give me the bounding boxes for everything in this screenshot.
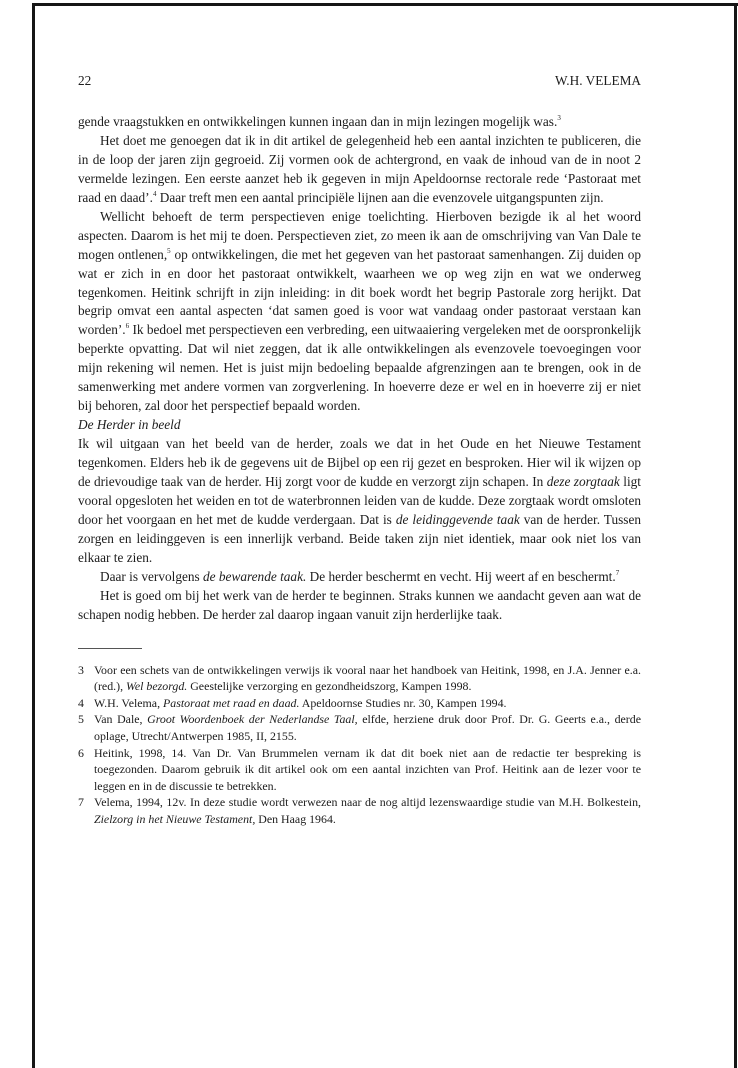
page-frame-left — [32, 3, 35, 1068]
footnote-4 — [78, 695, 641, 712]
footnote-text: Velema, 1994, 12v. In deze studie wordt verwezen naar de nog altijd lezenswaardige studie van M.H. Bolkestein, Zielzorg in het Nieuwe Testament, Den Haag 1964. — [94, 795, 641, 827]
running-header — [78, 72, 641, 91]
footnote-number: 7 — [78, 795, 84, 810]
page-frame-top — [32, 3, 738, 6]
paragraph-2: Het doet me genoegen dat ik in dit artikel de gelegenheid heb een aantal inzichten te publiceren, die in de loop der jaren zijn gegroeid. Zij vormen ook de achtergrond, en vaak de inhoud van de in noot 2 vermelde lezingen. Een eerste aanzet heb ik gegeven in mijn Apeldoornse rectorale rede ‘Pastoraat met raad en daad’.$^4$ Daar treft men een aantal principiële lijnen aan die evenzovele uitgangspunten zijn. — [78, 132, 641, 205]
body-text — [78, 113, 641, 625]
footnote-7 — [78, 794, 641, 827]
footnote-ref[interactable]: 6 — [125, 322, 130, 331]
section-heading: De Herder in beeld — [78, 417, 181, 433]
document-page — [78, 72, 641, 828]
footnotes — [78, 662, 641, 828]
footnote-text: Van Dale, Groot Woordenboek der Nederlandse Taal, elfde, herziene druk door Prof. Dr. G. Geerts e.a., derde oplage, Utrecht/Antwerpen 1985, II, 2155. — [94, 712, 641, 744]
footnote-text: Heitink, 1998, 14. Van Dr. Van Brummelen vernam ik dat dit boek niet aan de redactie ter bespreking is toegezonden. Daarom gebruik ik dit artikel ook om een aantal inzichten van Prof. Heitink aan de lezer voor te leggen en in de discussie te betrekken. — [94, 745, 641, 793]
footnote-number: 6 — [78, 745, 84, 760]
footnote-ref[interactable]: 5 — [167, 246, 171, 255]
footnote-3 — [78, 662, 641, 695]
footnote-6 — [78, 745, 641, 795]
footnote-divider — [78, 648, 142, 649]
paragraph-1: gende vraagstukken en ontwikkelingen kunnen ingaan dan in mijn lezingen mogelijk was.$^3$ — [78, 113, 561, 129]
page-number: 22 — [78, 73, 92, 88]
footnote-ref[interactable]: 7 — [615, 568, 620, 577]
paragraph-5: Daar is vervolgens de bewarende taak. De herder beschermt en vecht. Hij weert af en beschermt.$^7$ — [100, 568, 620, 584]
page-frame-right — [734, 3, 737, 1068]
paragraph-3: Wellicht behoeft de term perspectieven enige toelichting. Hierboven bezigde ik al het woord aspecten. Daarom is het mij te doen. Perspectieven ziet, zo meen ik aan de omschrijving van Van Dale te mogen ontlenen,$^5$ op ontwikkelingen, die met het gegeven van het pastoraat samenhangen. Zij duiden op wat er zich in en door het pastoraat ontwikkelt, waarheen we op weg zijn en wat we onderweg tegenkomen. Heitink schrijft in zijn inleiding: in dit boek wordt het begrip Pastorale zorg herijkt. Dat begrip omvat een aantal aspecten ‘dat samen goed is voor wat vandaag onder pastoraat verstaan kan worden’.$^6$ Ik bedoel met perspectieven een verbreding, een uitwaaiering vergeleken met de oorspronkelijk beperkte opvatting. Dat wil niet zeggen, dat ik alle ontwikkelingen als evenzovele toevoegingen voor mijn rekening wil nemen. Het is juist mijn bedoeling bepaalde afgrenzingen aan te brengen, ook in de samenwerking met andere vormen van zorgverlening. In hoeverre deze er wel en in hoeverre zij er niet bij behoren, zal door het perspectief bepaald worden. — [78, 208, 642, 414]
running-title: W.H. VELEMA — [554, 73, 641, 88]
footnote-number: 4 — [78, 695, 84, 710]
paragraph-6: Het is goed om bij het werk van de herder te beginnen. Straks kunnen we aandacht geven aan wat de schapen nodig hebben. De herder zal daarop ingaan vanuit zijn herderlijke taak. — [78, 587, 641, 622]
footnote-text: W.H. Velema, Pastoraat met raad en daad. Apeldoornse Studies nr. 30, Kampen 1994. — [94, 695, 507, 710]
footnote-number: 3 — [78, 662, 84, 677]
paragraph-4: Ik wil uitgaan van het beeld van de herder, zoals we dat in het Oude en het Nieuwe Testament tegenkomen. Elders heb ik de gegevens uit de Bijbel op een rij gezet en besproken. Hier wil ik wijzen op de drievoudige taak van de herder. Hij zorgt voor de kudde en verzorgt zijn schapen. In deze zorgtaak ligt vooral opgesloten het weiden en tot de waterbronnen leiden van de kudde. Deze zorgtaak wordt omsloten door het voorgaan en het met de kudde verdergaan. Dat is de leidinggevende taak van de herder. Tussen zorgen en leidinggeven is een innerlijk verband. Beide taken zijn niet identiek, maar ook niet los van elkaar te zien. — [78, 436, 641, 565]
footnote-ref[interactable]: 4 — [152, 189, 157, 198]
footnote-5 — [78, 711, 641, 744]
footnote-number: 5 — [78, 712, 84, 727]
footnote-text: Voor een schets van de ontwikkelingen verwijs ik vooral naar het handboek van Heitink, 1998, en J.A. Jenner e.a. (red.), Wel bezorgd. Geestelijke verzorging en gezondheidszorg, Kampen 1998. — [94, 662, 641, 694]
footnote-ref[interactable]: 3 — [557, 113, 561, 122]
